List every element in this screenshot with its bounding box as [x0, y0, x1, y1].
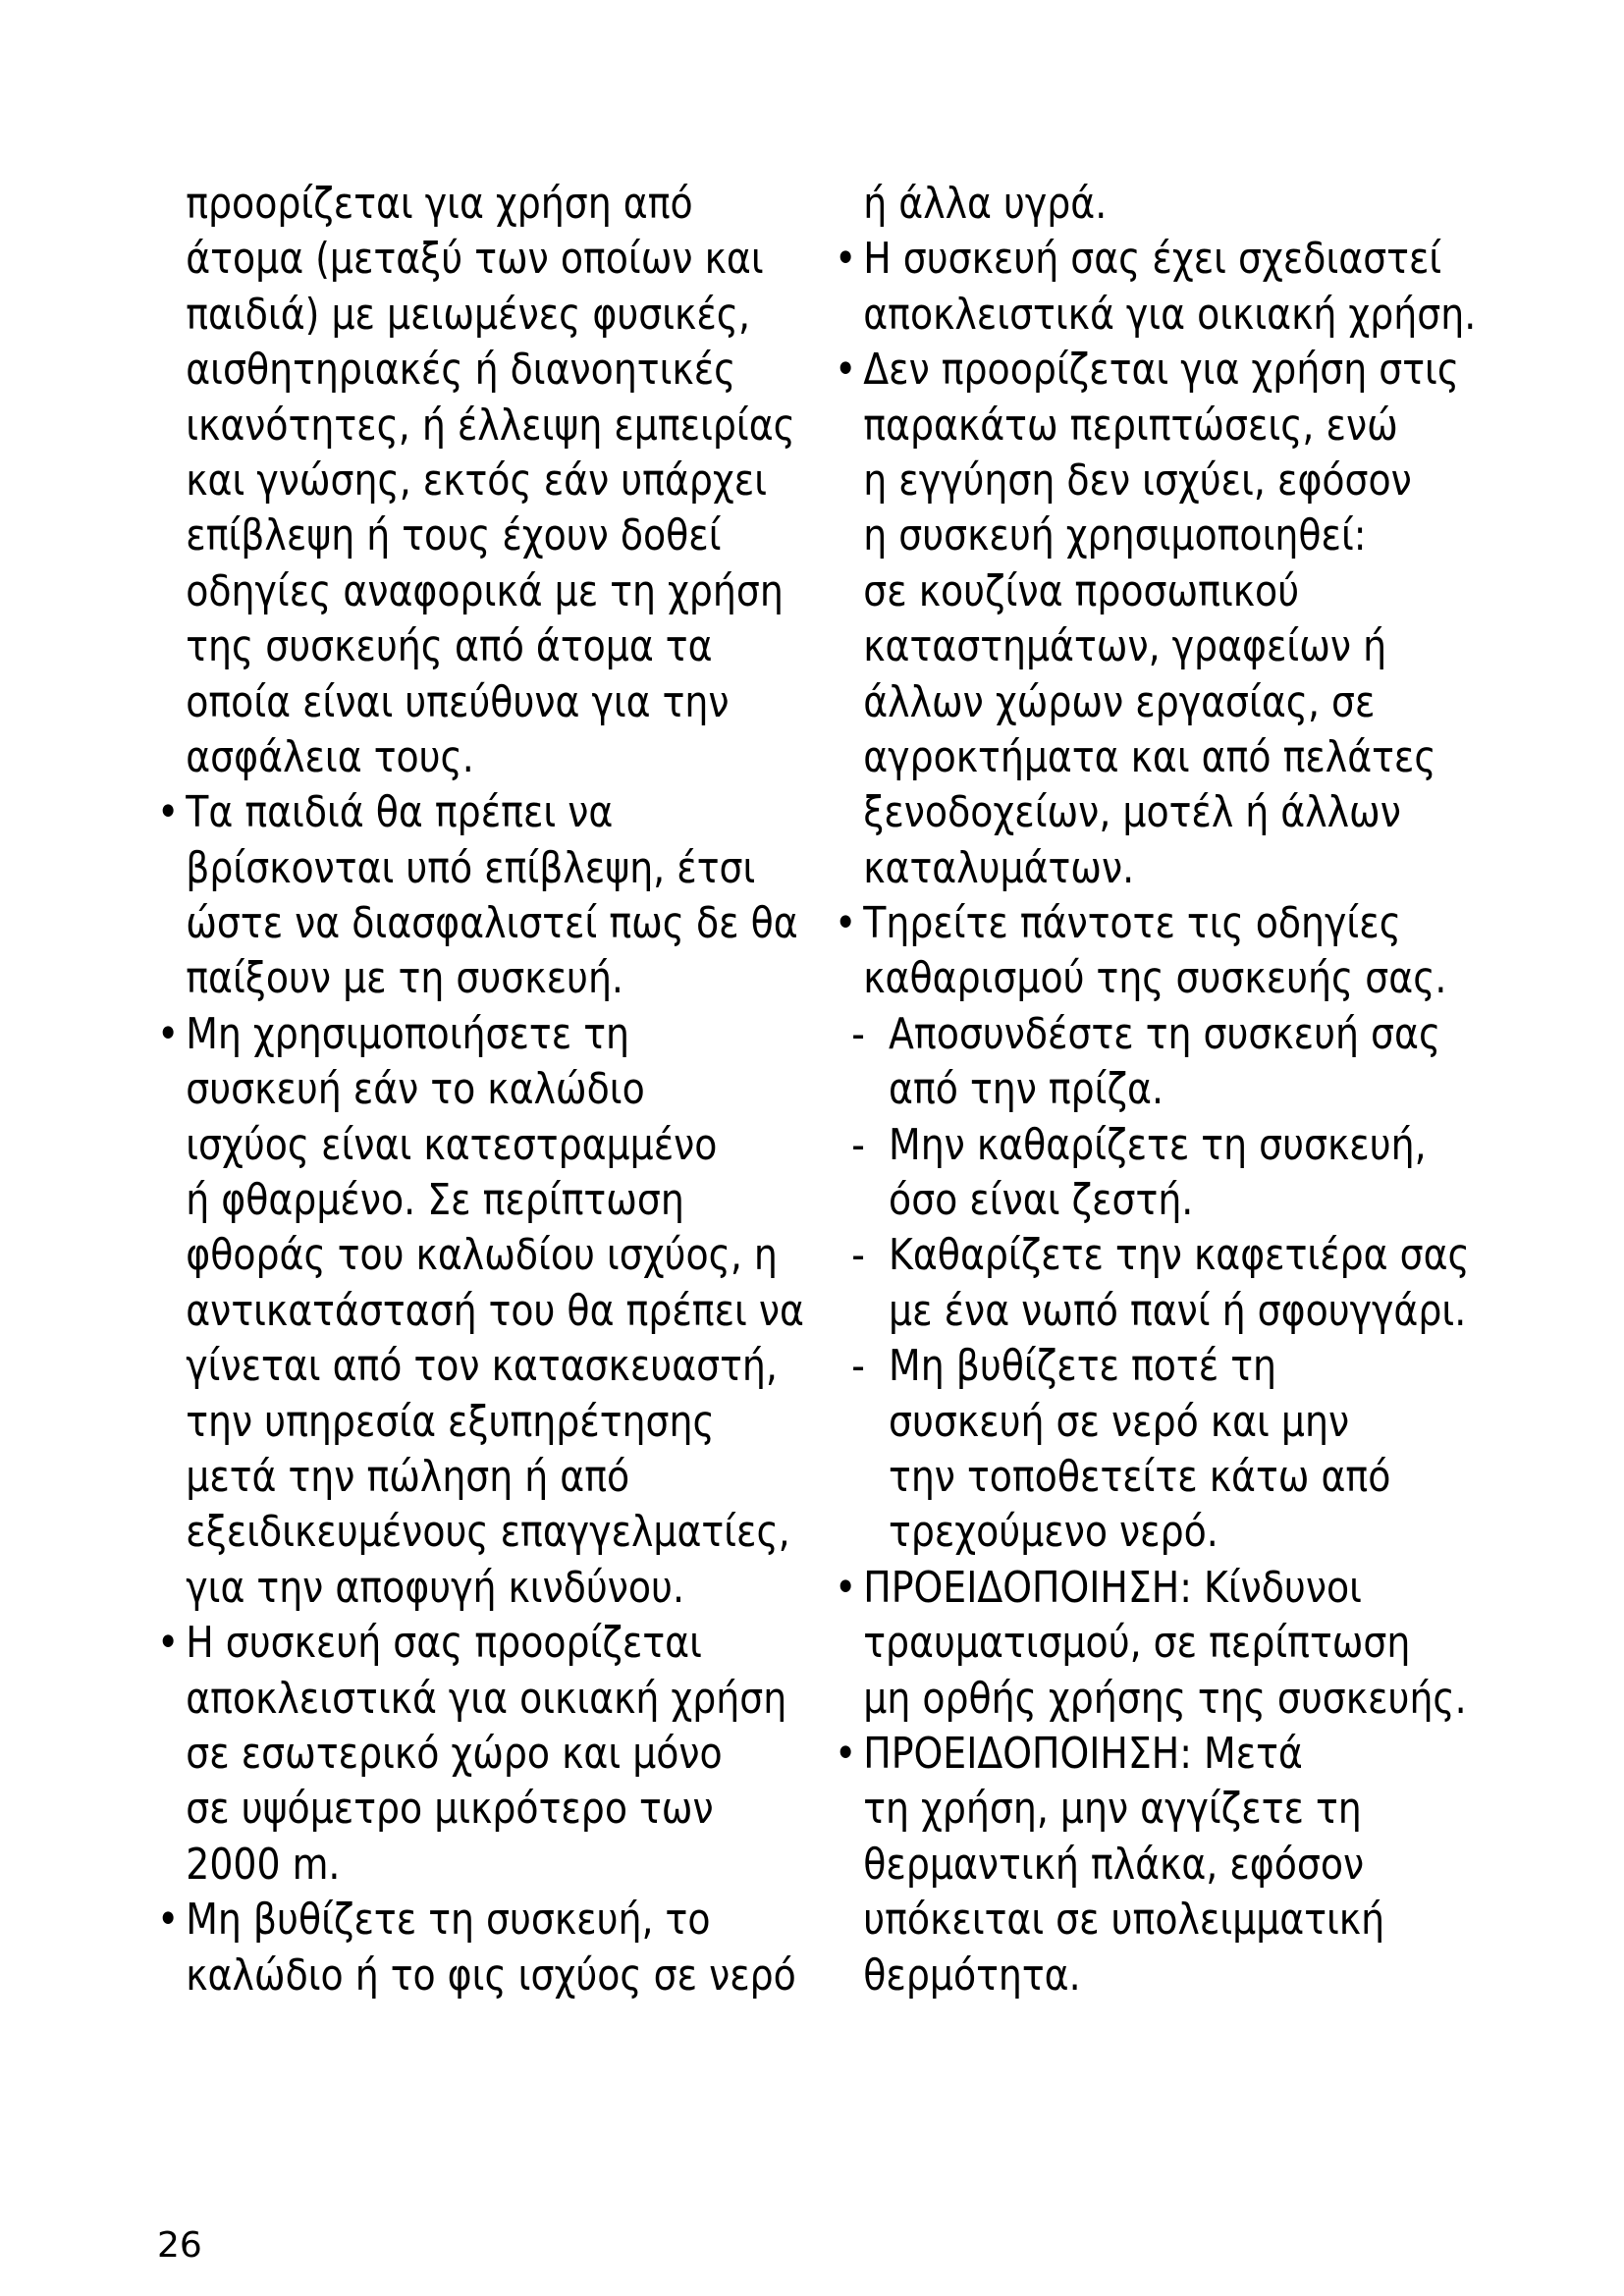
dash-marker: - — [851, 1341, 865, 1392]
bullet-marker: • — [835, 234, 857, 285]
text-line — [835, 1228, 1470, 1283]
text-line — [157, 1395, 715, 1450]
line-text: τραυματισμού, σε περίπτωση — [863, 1618, 1411, 1669]
line-text: την υπηρεσία εξυπηρέτησης — [186, 1396, 715, 1447]
line-text: Αποσυνδέστε τη συσκευή σας — [889, 1008, 1441, 1059]
bullet-marker: • — [835, 345, 857, 396]
text-line — [157, 1616, 702, 1671]
text-line — [835, 1561, 1392, 1616]
text-line — [157, 1893, 711, 1948]
dash-marker: - — [851, 1008, 865, 1059]
page-number: 26 — [157, 2225, 202, 2266]
text-line — [835, 1118, 1427, 1173]
text-line — [835, 619, 1392, 674]
line-text: με ένα νωπό πανί ή σφουγγάρι. — [889, 1285, 1467, 1336]
text-line — [835, 564, 1392, 619]
text-line — [835, 177, 1392, 232]
line-text: και γνώσης, εκτός εάν υπάρχει — [186, 454, 768, 506]
line-text: 2000 m. — [186, 1839, 341, 1890]
line-text: παρακάτω περιπτώσεις, ενώ — [863, 400, 1398, 451]
bullet-marker: • — [157, 1008, 180, 1059]
line-text: ισχύος είναι κατεστραμμένο — [186, 1119, 718, 1170]
line-text: Μη χρησιμοποιήσετε τη — [186, 1008, 629, 1059]
text-line — [157, 1838, 680, 1893]
dash-marker: - — [851, 1230, 865, 1281]
line-text: οδηγίες αναφορικά με τη χρήση — [186, 565, 784, 616]
line-text: την τοποθετείτε κάτω από — [889, 1451, 1391, 1502]
line-text: ή άλλα υγρά. — [863, 179, 1108, 229]
line-text: αποκλειστικά για οικιακή χρήση — [186, 1673, 787, 1724]
line-text: αντικατάστασή του θα πρέπει να — [186, 1285, 804, 1336]
line-text: Τηρείτε πάντοτε τις οδηγίες — [863, 898, 1401, 949]
line-text: συσκευή εάν το καλώδιο — [186, 1064, 645, 1115]
line-text: ώστε να διασφαλιστεί πως δε θα — [186, 898, 798, 949]
text-line — [835, 730, 1436, 785]
line-text: ΠΡΟΕΙΔΟΠΟΙΗΣΗ: Μετά — [863, 1728, 1303, 1779]
line-text: ξενοδοχείων, μοτέλ ή άλλων — [863, 787, 1401, 838]
text-line — [835, 1893, 1392, 1948]
line-text: φθοράς του καλωδίου ισχύος, η — [186, 1230, 778, 1281]
text-line — [157, 1672, 787, 1727]
text-line — [157, 1284, 804, 1339]
text-line — [835, 1782, 1392, 1837]
text-line — [835, 343, 1460, 398]
text-line — [835, 1062, 1392, 1117]
line-text: Μη βυθίζετε ποτέ τη — [889, 1341, 1276, 1392]
line-text: προορίζεται για χρήση από — [186, 179, 693, 229]
text-line — [835, 951, 1447, 1006]
bullet-marker: • — [157, 1618, 180, 1669]
text-line — [835, 1672, 1467, 1727]
text-line — [835, 508, 1392, 563]
text-line — [835, 785, 1401, 840]
line-text: ικανότητες, ή έλλειψη εμπειρίας — [186, 400, 795, 451]
text-line — [835, 1949, 1392, 2003]
line-text: επίβλεψη ή τους έχουν δοθεί — [186, 510, 722, 561]
line-text: σε υψόμετρο μικρότερο των — [186, 1784, 714, 1835]
line-text: αγροκτήματα και από πελάτες — [863, 731, 1436, 782]
text-line — [157, 1782, 714, 1837]
line-text: τη χρήση, μην αγγίζετε τη — [863, 1784, 1362, 1835]
text-line — [835, 1173, 1392, 1228]
text-line — [835, 1727, 1392, 1782]
text-line — [157, 619, 713, 674]
line-text: οποία είναι υπεύθυνα για την — [186, 676, 730, 727]
line-text: Η συσκευή σας έχει σχεδιαστεί — [863, 234, 1442, 285]
text-line — [835, 1450, 1392, 1505]
text-line — [157, 343, 736, 398]
text-line — [835, 1007, 1441, 1062]
text-line — [835, 399, 1398, 454]
right-column — [835, 177, 1483, 2003]
text-line — [157, 564, 784, 619]
line-text: ή φθαρμένο. Σε περίπτωση — [186, 1175, 684, 1226]
line-text: άλλων χώρων εργασίας, σε — [863, 676, 1376, 727]
text-line — [157, 675, 730, 730]
line-text: αποκλειστικά για οικιακή χρήση. — [863, 289, 1477, 340]
text-line — [835, 675, 1392, 730]
line-text: Δεν προορίζεται για χρήση στις — [863, 345, 1460, 396]
line-text: βρίσκονται υπό επίβλεψη, έτσι — [186, 842, 756, 893]
left-column — [157, 177, 804, 2003]
text-line — [157, 951, 680, 1006]
bullet-marker: • — [835, 1728, 857, 1779]
text-line — [157, 288, 751, 343]
text-line — [157, 1450, 680, 1505]
text-line — [157, 1727, 723, 1782]
text-line — [157, 1007, 680, 1062]
line-text: παίξουν με τη συσκευή. — [186, 953, 623, 1004]
line-text: της συσκευής από άτομα τα — [186, 621, 713, 672]
line-text: Η συσκευή σας προορίζεται — [186, 1618, 702, 1669]
text-line — [157, 399, 795, 454]
line-text: μετά την πώληση ή από — [186, 1451, 630, 1502]
text-line — [157, 177, 693, 232]
bullet-marker: • — [835, 1562, 857, 1613]
line-text: υπόκειται σε υπολειμματική — [863, 1895, 1385, 1946]
dash-marker: - — [851, 1119, 865, 1170]
bullet-marker: • — [835, 898, 857, 949]
line-text: γίνεται από τον κατασκευαστή, — [186, 1341, 778, 1392]
line-text: Μην καθαρίζετε τη συσκευή, — [889, 1119, 1427, 1170]
line-text: Μη βυθίζετε τη συσκευή, το — [186, 1895, 711, 1946]
text-line — [835, 454, 1412, 508]
text-line — [157, 1339, 778, 1394]
line-text: σε κουζίνα προσωπικού — [863, 565, 1300, 616]
line-text: σε εσωτερικό χώρο και μόνο — [186, 1728, 723, 1779]
bullet-marker: • — [157, 787, 180, 838]
line-text: ΠΡΟΕΙΔΟΠΟΙΗΣΗ: Κίνδυνοι — [863, 1562, 1362, 1613]
text-line — [157, 508, 722, 563]
bullet-marker: • — [157, 1895, 180, 1946]
text-line — [157, 785, 680, 840]
text-line — [157, 896, 798, 951]
line-text: για την αποφυγή κινδύνου. — [186, 1562, 684, 1613]
line-text: καταλυμάτων. — [863, 842, 1135, 893]
line-text: καθαρισμού της συσκευής σας. — [863, 953, 1447, 1004]
text-line — [835, 1395, 1392, 1450]
line-text: όσο είναι ζεστή. — [889, 1175, 1194, 1226]
line-text: η εγγύηση δεν ισχύει, εφόσον — [863, 454, 1412, 506]
text-line — [835, 1838, 1392, 1893]
line-text: θερμαντική πλάκα, εφόσον — [863, 1839, 1365, 1890]
line-text: εξειδικευμένους επαγγελματίες, — [186, 1507, 790, 1558]
text-line — [157, 1949, 796, 2003]
text-line — [157, 1173, 684, 1228]
text-line — [157, 1062, 680, 1117]
text-line — [157, 232, 764, 287]
text-line — [157, 454, 768, 508]
text-line — [157, 1505, 790, 1560]
line-text: παιδιά) με μειωμένες φυσικές, — [186, 289, 751, 340]
text-line — [835, 1505, 1392, 1560]
line-text: μη ορθής χρήσης της συσκευής. — [863, 1673, 1467, 1724]
text-line — [835, 1339, 1392, 1394]
line-text: Τα παιδιά θα πρέπει να — [186, 787, 614, 838]
line-text: αισθητηριακές ή διανοητικές — [186, 345, 736, 396]
text-line — [835, 288, 1477, 343]
text-line — [157, 1118, 718, 1173]
text-line — [157, 1228, 778, 1283]
text-line — [835, 232, 1442, 287]
line-text: Καθαρίζετε την καφετιέρα σας — [889, 1230, 1470, 1281]
line-text: συσκευή σε νερό και μην — [889, 1396, 1350, 1447]
line-text: καταστημάτων, γραφείων ή — [863, 621, 1387, 672]
line-text: η συσκευή χρησιμοποιηθεί: — [863, 510, 1367, 561]
line-text: ασφάλεια τους. — [186, 731, 474, 782]
text-line — [157, 1561, 684, 1616]
line-text: θερμότητα. — [863, 1949, 1081, 2001]
text-line — [835, 1284, 1467, 1339]
text-line — [835, 841, 1392, 896]
line-text: άτομα (μεταξύ των οποίων και — [186, 234, 764, 285]
text-line — [157, 841, 756, 896]
line-text: καλώδιο ή το φις ισχύος σε νερό — [186, 1949, 796, 2001]
line-text: από την πρίζα. — [889, 1064, 1164, 1115]
text-line — [835, 896, 1401, 951]
line-text: τρεχούμενο νερό. — [889, 1507, 1218, 1558]
text-line — [157, 730, 680, 785]
text-line — [835, 1616, 1411, 1671]
